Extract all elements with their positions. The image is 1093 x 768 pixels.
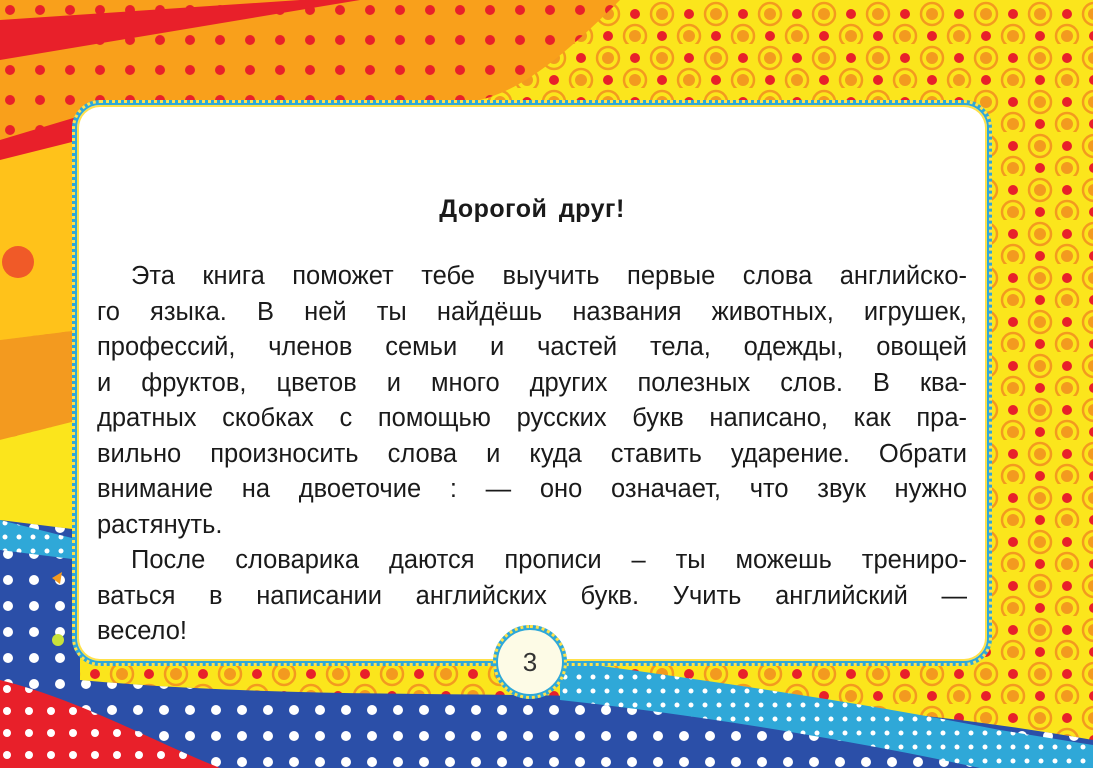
- intro-text: [97, 259, 967, 650]
- text-line: вильно произносить слова и куда ставить ударение. Обрати: [97, 439, 967, 468]
- text-line: весело!: [97, 617, 187, 645]
- text-line: профессий, членов семьи и частей тела, одежды, овощей: [97, 333, 967, 361]
- intro-card: [72, 100, 992, 666]
- page-number: [493, 625, 567, 699]
- page-number-label: 3: [522, 646, 538, 677]
- text-line: и фруктов, цветов и много других полезных слов. В ква-: [97, 368, 967, 397]
- text-line: ваться в написании английских букв. Учить английский —: [97, 581, 967, 610]
- page-title: Дорогой друг!: [439, 195, 625, 223]
- text-line: растянуть.: [97, 510, 223, 539]
- text-line: После словарика даются прописи – ты можешь трениро-: [131, 546, 967, 574]
- text-line: Эта книга поможет тебе выучить первые слова английско-: [131, 262, 967, 290]
- text-line: внимание на двоеточие : — оно означает, что звук нужно: [97, 475, 967, 503]
- text-line: го языка. В ней ты найдёшь названия животных, игрушек,: [97, 297, 967, 326]
- text-line: дратных скобках с помощью русских букв написано, как пра-: [97, 404, 967, 432]
